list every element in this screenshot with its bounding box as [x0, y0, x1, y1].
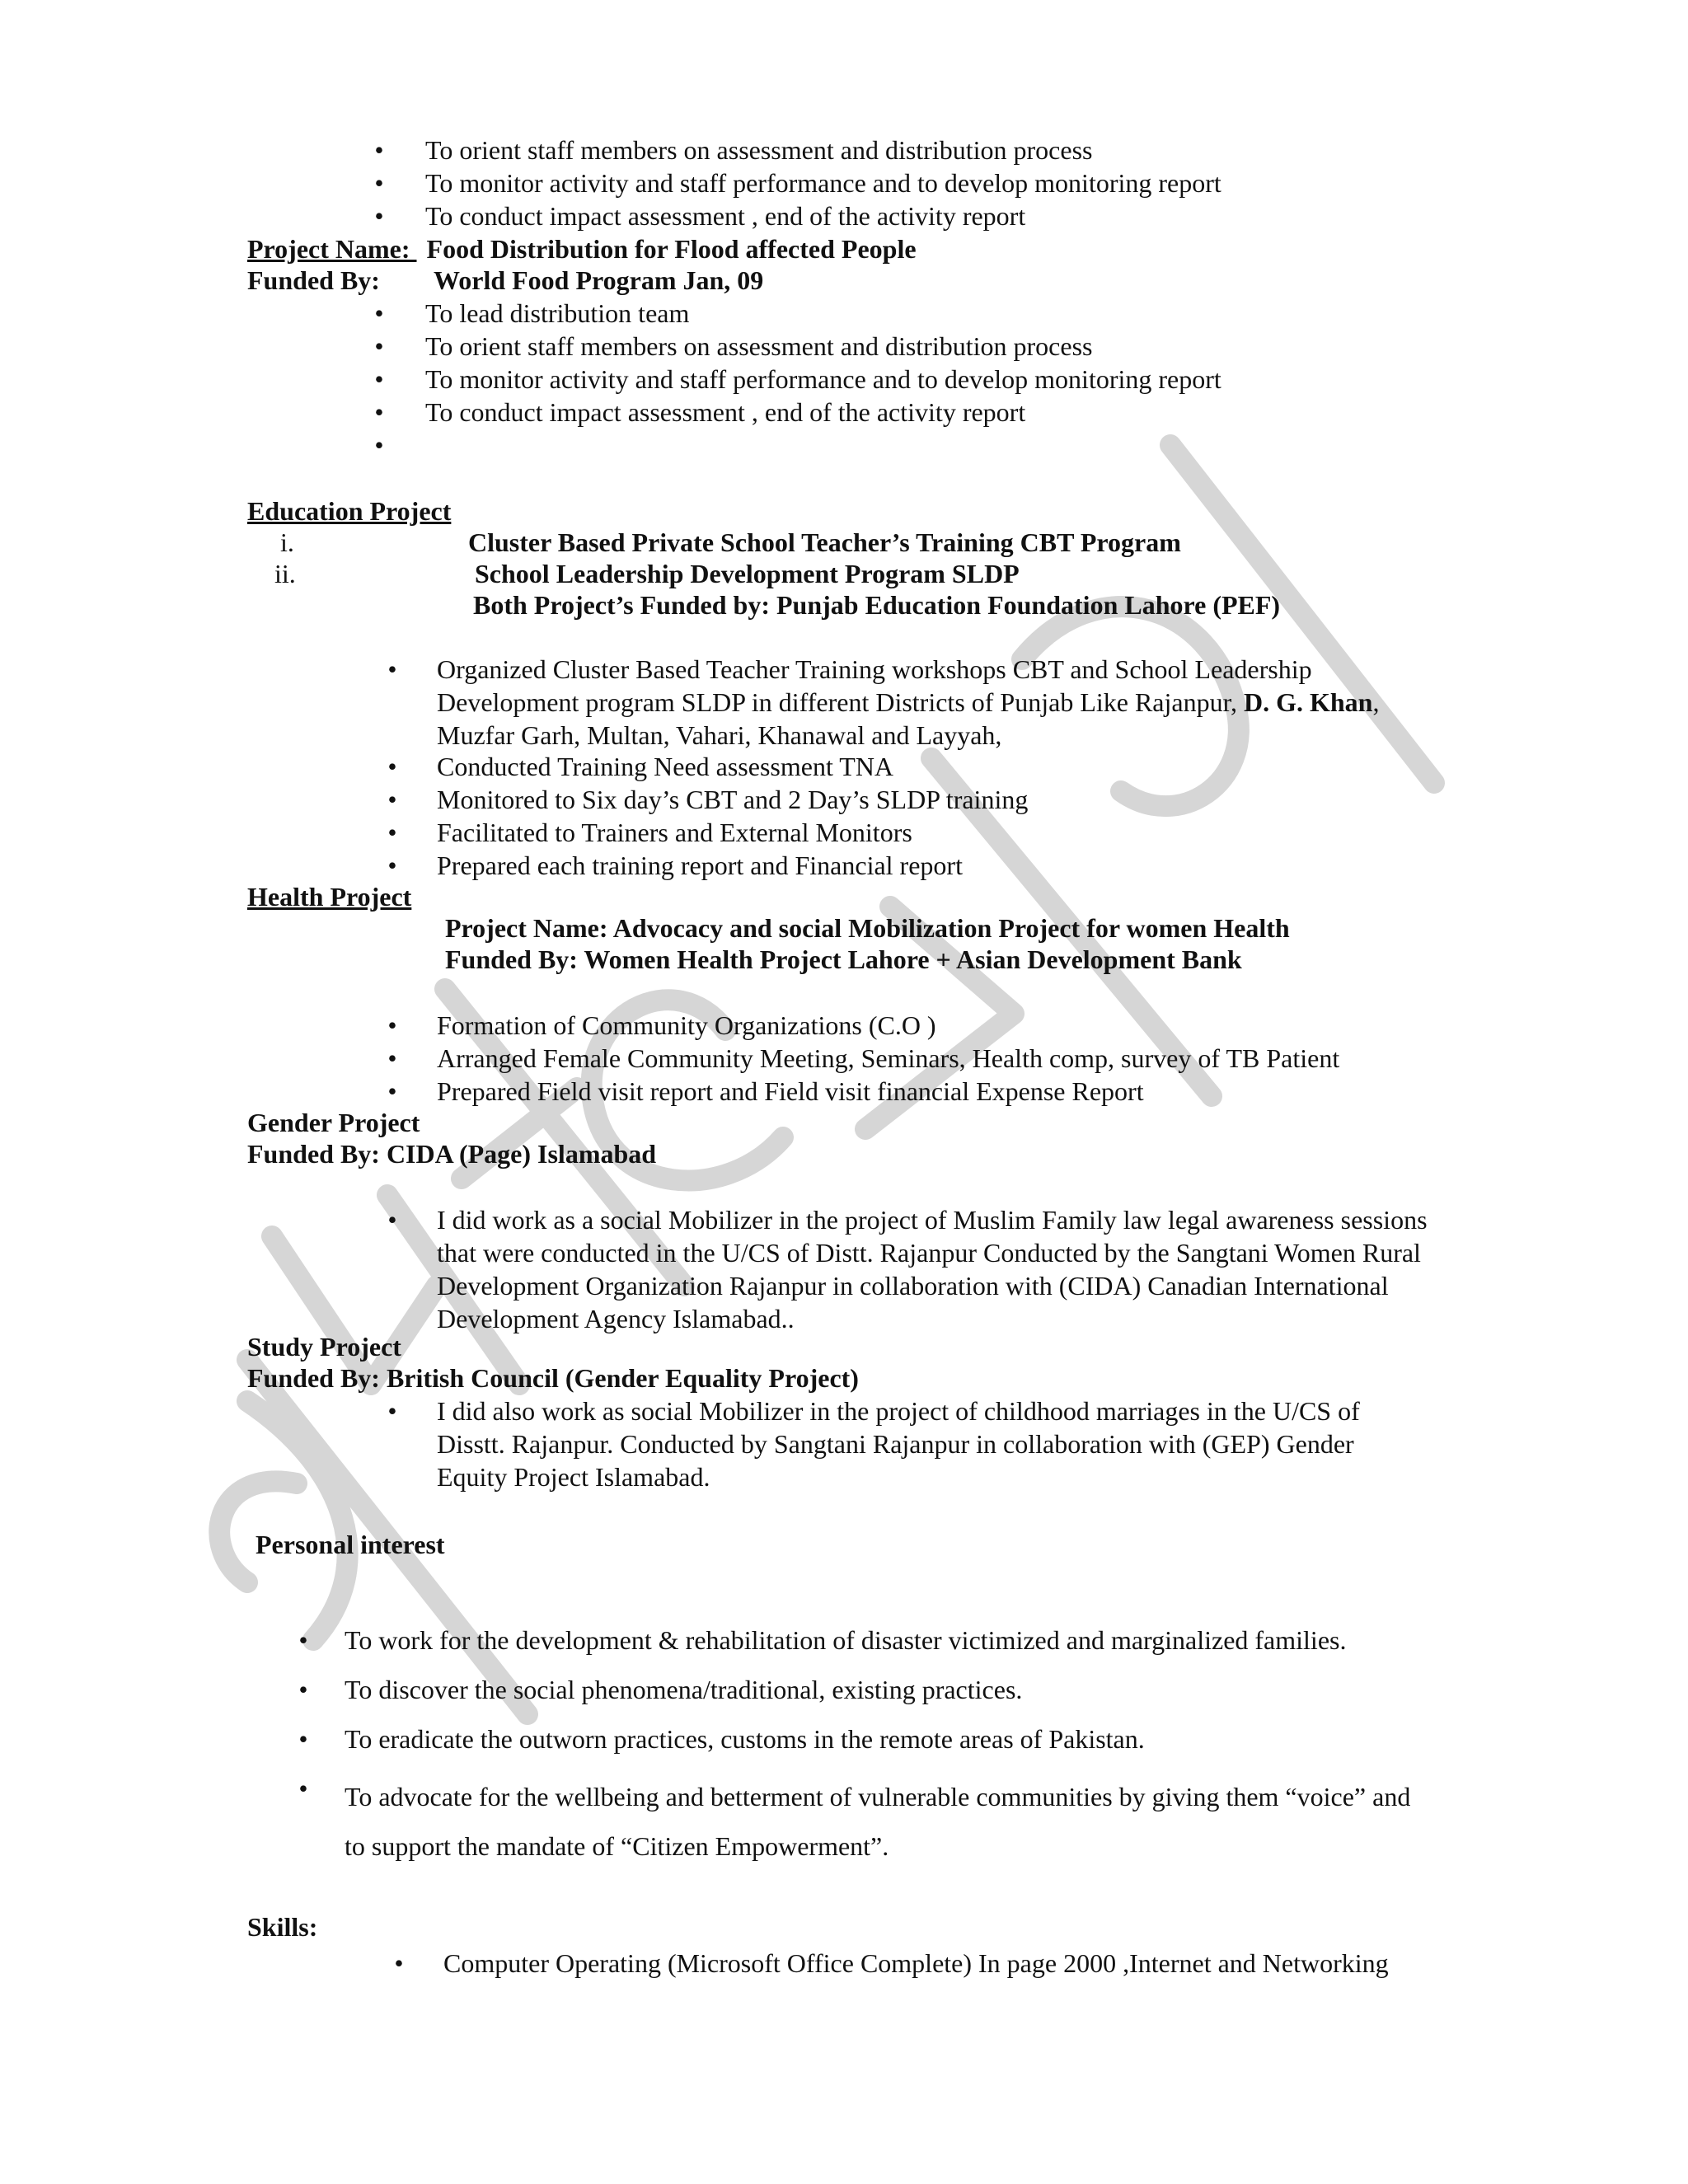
list-item: Formation of Community Organizations (C.O ): [437, 1010, 936, 1040]
bullet-icon: •: [387, 1205, 397, 1235]
list-item: To advocate for the wellbeing and betterment of vulnerable communities by giving them “voice” and to support the mandate of “Citizen Empowerment”.: [345, 1782, 1411, 1861]
bullet-icon: •: [387, 818, 397, 847]
bullet-icon: •: [387, 1010, 397, 1040]
list-item: To orient staff members on assessment and distribution process: [425, 331, 1093, 361]
empty-bullet-icon: •: [374, 430, 384, 460]
list-item: Organized Cluster Based Teacher Training workshops CBT and School Leadership Development program SLDP in different Districts of Punjab Like Rajanpur, D. G. Khan, Muzfar Garh, Multan, Vahari, Khanawal and Layyah,: [437, 654, 1380, 750]
bullet-icon: •: [374, 298, 384, 328]
list-item: Arranged Female Community Meeting, Seminars, Health comp, survey of TB Patient: [437, 1043, 1340, 1073]
section-heading: Health Project: [247, 882, 412, 912]
list-item: I did also work as social Mobilizer in the project of childhood marriages in the U/CS of Disstt. Rajanpur. Conducted by Sangtani Rajanpur in collaboration with (GEP) Gender Equity Project Islamabad.: [437, 1396, 1360, 1492]
list-item: I did work as a social Mobilizer in the project of Muslim Family law legal awareness sessions that were conducted in the U/CS of Distt. Rajanpur Conducted by the Sangtani Women Rural Development Organization Rajanpur in collaboration with (CIDA) Canadian International Development Agency Islamabad..: [437, 1205, 1428, 1333]
project-name-line: Project Name: Advocacy and social Mobilization Project for women Health: [445, 913, 1290, 943]
list-item: To conduct impact assessment , end of the activity report: [425, 201, 1026, 231]
list-item: To monitor activity and staff performance and to develop monitoring report: [425, 168, 1221, 198]
bullet-icon: •: [387, 785, 397, 814]
bullet-icon: •: [374, 201, 384, 231]
list-item: To conduct impact assessment , end of the activity report: [425, 397, 1026, 427]
funded-by-line: [247, 264, 764, 297]
list-item: To monitor activity and staff performance and to develop monitoring report: [425, 364, 1221, 394]
section-heading: Gender Project: [247, 1108, 420, 1137]
list-item: Facilitated to Trainers and External Monitors: [437, 818, 912, 847]
roman-numeral: i.: [280, 527, 294, 557]
list-item: Monitored to Six day’s CBT and 2 Day’s SLDP training: [437, 785, 1029, 814]
funded-by-line: Funded By: Women Health Project Lahore + Asian Development Bank: [445, 944, 1242, 974]
funded-by-line: Funded By: British Council (Gender Equality Project): [247, 1363, 859, 1393]
bullet-icon: •: [374, 135, 384, 165]
section-heading: Education Project: [247, 496, 452, 526]
funded-by-label: Funded By:: [247, 265, 380, 295]
section-heading: Study Project: [247, 1332, 401, 1361]
bullet-icon: •: [298, 1724, 308, 1754]
list-item: Conducted Training Need assessment TNA: [437, 752, 894, 781]
list-item: Prepared Field visit report and Field visit financial Expense Report: [437, 1076, 1144, 1106]
bullet-icon: •: [387, 1396, 397, 1426]
funded-by-line: Funded By: CIDA (Page) Islamabad: [247, 1139, 657, 1169]
section-heading: Personal interest: [256, 1530, 445, 1559]
bullet-icon: •: [387, 752, 397, 781]
section-heading: Skills:: [247, 1912, 318, 1942]
program-title: Cluster Based Private School Teacher’s Training CBT Program: [468, 527, 1181, 557]
bullet-icon: •: [374, 397, 384, 427]
bullet-icon: •: [394, 1948, 404, 1978]
project-name-label: Project Name:: [247, 234, 417, 264]
list-item: To work for the development & rehabilitation of disaster victimized and marginalized families.: [345, 1625, 1347, 1655]
list-item: To lead distribution team: [425, 298, 690, 328]
bullet-icon: •: [298, 1774, 308, 1803]
bullet-icon: •: [387, 851, 397, 880]
list-item: Computer Operating (Microsoft Office Complete) In page 2000 ,Internet and Networking: [443, 1948, 1389, 1978]
funder-line: Both Project’s Funded by: Punjab Education Foundation Lahore (PEF): [473, 590, 1281, 620]
project-name-value: Food Distribution for Flood affected People: [426, 234, 917, 264]
list-item: To orient staff members on assessment and distribution process: [425, 135, 1093, 165]
bullet-icon: •: [374, 364, 384, 394]
bullet-icon: •: [387, 654, 397, 684]
bullet-icon: •: [298, 1625, 308, 1655]
bullet-icon: •: [298, 1675, 308, 1704]
bullet-icon: •: [387, 1076, 397, 1106]
list-item: Prepared each training report and Financial report: [437, 851, 963, 880]
list-item: To discover the social phenomena/traditional, existing practices.: [345, 1675, 1023, 1704]
funded-by-value: World Food Program Jan, 09: [434, 265, 764, 295]
bullet-icon: •: [387, 1043, 397, 1073]
roman-numeral: ii.: [274, 559, 296, 588]
bullet-icon: •: [374, 168, 384, 198]
bullet-icon: •: [374, 331, 384, 361]
list-item: To eradicate the outworn practices, customs in the remote areas of Pakistan.: [345, 1724, 1145, 1754]
project-name-line: [247, 232, 917, 265]
program-title: School Leadership Development Program SLDP: [475, 559, 1020, 588]
